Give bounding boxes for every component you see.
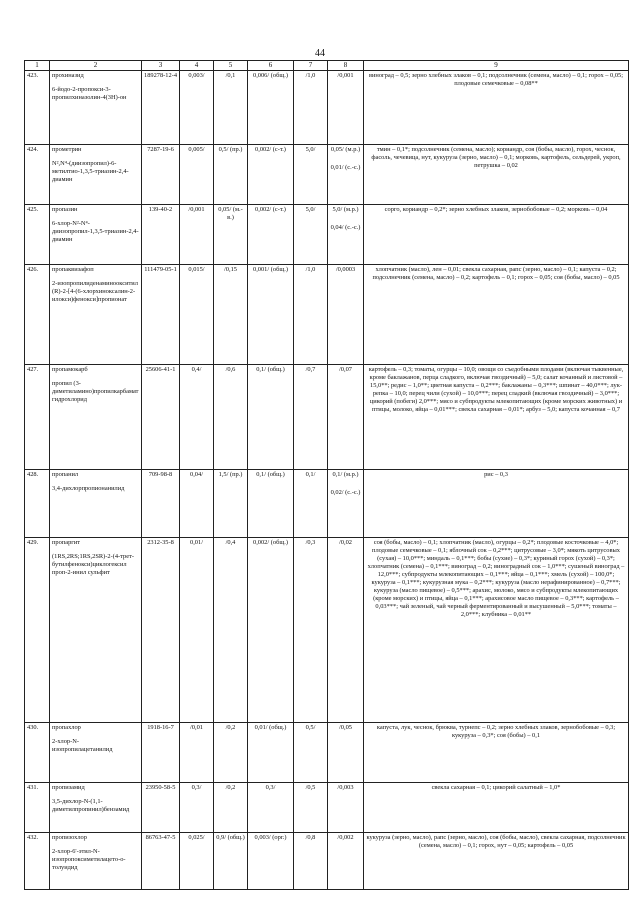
col-header-8: 8 — [328, 61, 364, 71]
col8-cell — [328, 145, 364, 205]
substance-name: пропаргит — [52, 539, 81, 546]
mrl-values: соя (бобы, масло) – 0,1; хлопчатник (масло), огурцы – 0,2*; плодовые косточковые – 4,0*; плодовые семечковые – 0,1; яблочный сок – 0,2***; цитрусовые – 3,0*; мякоть цитрусовых (сухая) – 10,0***; миндаль – 0,1***; бобы (сухие) – 0,3*; куриный горох (сухой) – 0,3*; хлопчатник (семена) – 0,1***; виноград – 0,2; виноградный сок – 1,0***; сушеный виноград – 12,0***; субпродукты млекопитающих – 0,1***; яйца – 0,1***; хмель (сухой) – 100,0*; кукуруза – 0,1***; кукурузная мука – 0,2***; кукуруза (масло нерафинированное) – 0,7***; кукуруза (масло пищевое) – 0,5***; арахис, молоко, мясо и субпродукты млекопитающих (кроме морских) и птицы, яйца – 0,1***; арахисовое масло пищевое – 0,3***; картофель – 0,03***; чай зеленый, чай черный ферментированный и высушенный – 5,0***; томаты – 2,0***; клубника – 0,01** — [364, 538, 629, 723]
chemical-name: пропил (3-диметиламино)пропилкарбамат гидрохлорид — [52, 380, 139, 403]
page-number: 44 — [315, 48, 325, 59]
row-number: 430. — [25, 723, 50, 783]
col8-cell — [328, 723, 364, 783]
substance-name: пропанил — [52, 471, 79, 478]
substance-cell — [50, 145, 142, 205]
chemical-name: 6-хлор-N²-N⁴-диизопропил-1,3,5-триазин-2,4-диамин — [52, 220, 139, 243]
col-header-1: 1 — [25, 61, 50, 71]
col8-secondary-value: 0,01/ (с.-с.) — [330, 164, 361, 171]
col8-cell — [328, 783, 364, 833]
col4-value: 0,04/ — [180, 470, 214, 538]
substance-name: пропамокарб — [52, 366, 88, 373]
col8-value: /0,003 — [337, 784, 354, 791]
col7-value: /0,5 — [294, 783, 328, 833]
chemical-name: (1RS,2RS;1RS,2SR)-2-(4-трет-бутилфенокси)циклогексил проп-2-инил сульфит — [52, 553, 135, 576]
mrl-values: виноград – 0,5; зерно хлебных злаков – 0,1; подсолнечник (семена, масло) – 0,1; горох – 0,05; плодовые семечковые – 0,08** — [364, 71, 629, 145]
mrl-values: тмин – 0,1*; подсолнечник (семена, масло); кориандр, соя (бобы, масло), горох, чеснок, фасоль, чечевица, нут, кукуруза (зерно, масло) – 0,1; морковь, картофель, сельдерей, укроп, петрушка – 0,02 — [364, 145, 629, 205]
cas-number: 86763-47-5 — [142, 833, 180, 890]
row-number: 429. — [25, 538, 50, 723]
substance-name: пропаквизафоп — [52, 266, 94, 273]
col-header-6: 6 — [248, 61, 294, 71]
substance-name: прометрин — [52, 146, 82, 153]
col8-value: 0,05/ (м.р.) — [330, 146, 361, 153]
col8-cell — [328, 71, 364, 145]
table-row — [25, 71, 629, 145]
cas-number: 1918-16-7 — [142, 723, 180, 783]
col7-value: /0,3 — [294, 538, 328, 723]
col8-secondary-value: 0,04/ (с.-с.) — [330, 224, 361, 231]
col-header-3: 3 — [142, 61, 180, 71]
col-header-2: 2 — [50, 61, 142, 71]
col6-value: 0,003/ (орг.) — [248, 833, 294, 890]
col-header-9: 9 — [364, 61, 629, 71]
col8-cell — [328, 538, 364, 723]
substance-cell — [50, 71, 142, 145]
table-row — [25, 833, 629, 890]
table-row — [25, 265, 629, 365]
col6-value: 0,001/ (общ.) — [248, 265, 294, 365]
table-row — [25, 783, 629, 833]
cas-number: 2312-35-8 — [142, 538, 180, 723]
chemical-name: 2-хлор-6'-этил-N-изопропоксиметилацетo-о-толуидид — [52, 848, 126, 871]
col8-cell — [328, 205, 364, 265]
mrl-values: сорго, кориандр – 0,2*; зерно хлебных злаков, зернобобовые – 0,2; морковь – 0,04 — [364, 205, 629, 265]
col8-value: /0,05 — [339, 724, 352, 731]
col8-value: 0,1/ (м.р.) — [332, 471, 359, 478]
col4-value: 0,005/ — [180, 145, 214, 205]
col5-value: 0,9/ (общ.) — [214, 833, 248, 890]
col5-value: /0,6 — [214, 365, 248, 470]
col5-value: /0,2 — [214, 723, 248, 783]
table-row — [25, 470, 629, 538]
col8-cell — [328, 833, 364, 890]
table-row — [25, 538, 629, 723]
col6-value: 0,1/ (общ.) — [248, 365, 294, 470]
col5-value: /0,4 — [214, 538, 248, 723]
col7-value: /1,0 — [294, 71, 328, 145]
substance-cell — [50, 538, 142, 723]
col7-value: 5,0/ — [294, 145, 328, 205]
substance-cell — [50, 365, 142, 470]
col6-value: 0,002/ (общ.) — [248, 538, 294, 723]
chemical-name: 3,5-дихлор-N-(1,1-диметилпропинил)бензамид — [52, 798, 130, 813]
mrl-values: картофель – 0,3; томаты, огурцы – 10,0; овощи со съедобными плодами (включая тыквенные, кроме баклажанов, перца сладкого, включая гвоздичный) – 5,0; салат кочанный и листовой – 15,0**; редис – 1,0**; цветная капуста – 0,2***; баклажаны – 0,3***; шпинат – 40,0***; лук-репка – 10,0; перец чили (сухой) – 10,0***; перец сладкий (включая гвоздичный) – 3,0***; цикорий (побеги) 2,0***; мясо и субпродукты млекопитающих (кроме морских животных) и птицы, молоко, яйца – 0,01***; свекла сахарная – 0,01*; арбуз – 5,0; капуста кочанная – 0,7 — [364, 365, 629, 470]
chemical-name: 2-изопропилиденаминоокситил (R)-2-[4-(6-хлорхиноксалин-2-илокси)фенокси]пропионат — [52, 280, 138, 303]
cas-number: 189278-12-4 — [142, 71, 180, 145]
substance-cell — [50, 205, 142, 265]
row-number: 427. — [25, 365, 50, 470]
col5-value: 1,5/ (пр.) — [214, 470, 248, 538]
col8-value: /0,07 — [339, 366, 352, 373]
cas-number: 7287-19-6 — [142, 145, 180, 205]
substance-name: пропазин — [52, 206, 78, 213]
col7-value: /0,8 — [294, 833, 328, 890]
row-number: 426. — [25, 265, 50, 365]
substance-cell — [50, 833, 142, 890]
col8-cell — [328, 365, 364, 470]
table-row — [25, 723, 629, 783]
hygiene-standards-table — [24, 60, 629, 890]
row-number: 428. — [25, 470, 50, 538]
row-number: 425. — [25, 205, 50, 265]
col6-value: 0,1/ (общ.) — [248, 470, 294, 538]
cas-number: 139-40-2 — [142, 205, 180, 265]
mrl-values: хлопчатник (масло), лен – 0,01; свекла сахарная, рапс (зерно, масло) – 0,1; капуста – 0,2; подсолнечник (семена, масло) – 0,2; картофель – 0,1; горох – 0,05; соя (бобы, масло) – 0,05 — [364, 265, 629, 365]
substance-name: пропизамид — [52, 784, 85, 791]
col4-value: /0,001 — [180, 205, 214, 265]
col4-value: 0,015/ — [180, 265, 214, 365]
col5-value: /0,2 — [214, 783, 248, 833]
substance-cell — [50, 783, 142, 833]
col4-value: /0,01 — [180, 723, 214, 783]
col6-value: 0,002/ (с-т.) — [248, 145, 294, 205]
col6-value: 0,006/ (общ.) — [248, 71, 294, 145]
col7-value: /0,7 — [294, 365, 328, 470]
col7-value: /1,0 — [294, 265, 328, 365]
substance-cell — [50, 723, 142, 783]
mrl-values: кукуруза (зерно, масло), рапс (зерно, масло), соя (бобы, масло), свекла сахарная, подсолнечник (семена, масло) – 0,1; горох, нут – 0,05; картофель – 0,05 — [364, 833, 629, 890]
table-row — [25, 365, 629, 470]
cas-number: 23950-58-5 — [142, 783, 180, 833]
row-number: 432. — [25, 833, 50, 890]
table-row — [25, 145, 629, 205]
col8-value: 5,0/ (м.р.) — [332, 206, 359, 213]
col5-value: 0,05/ (м.-в.) — [214, 205, 248, 265]
chemical-name: 2-хлор-N-изопропилацетанилид — [52, 738, 113, 753]
mrl-values: рис – 0,3 — [364, 470, 629, 538]
substance-cell — [50, 470, 142, 538]
col7-value: 0,5/ — [294, 723, 328, 783]
col5-value: /0,1 — [214, 71, 248, 145]
cas-number: 709-98-8 — [142, 470, 180, 538]
mrl-values: свекла сахарная – 0,1; цикорий салатный – 1,0* — [364, 783, 629, 833]
col5-value: /0,15 — [214, 265, 248, 365]
col8-value: /0,001 — [337, 72, 354, 79]
col8-value: /0,002 — [337, 834, 354, 841]
row-number: 423. — [25, 71, 50, 145]
mrl-values: капуста, лук, чеснок, брюква, турнепс – 0,2; зерно хлебных злаков, зернобобовые – 0,3; кукуруза – 0,3*; соя (бобы) – 0,1 — [364, 723, 629, 783]
substance-name: прохиназид — [52, 72, 84, 79]
col8-cell — [328, 470, 364, 538]
col-header-5: 5 — [214, 61, 248, 71]
cas-number: 111479-05-1 — [142, 265, 180, 365]
substance-name: пропизохлор — [52, 834, 87, 841]
chemical-name: 6-йодо-2-пропокси-3-пропилхиназолин-4(3Н)-он — [52, 86, 127, 101]
substance-cell — [50, 265, 142, 365]
col4-value: 0,003/ — [180, 71, 214, 145]
chemical-name: N²,N⁴-(диизопропил)-6-метилтио-1,3,5-триазин-2,4-диамин — [52, 160, 129, 183]
col-header-7: 7 — [294, 61, 328, 71]
col7-value: 0,1/ — [294, 470, 328, 538]
col8-cell — [328, 265, 364, 365]
col7-value: 5,0/ — [294, 205, 328, 265]
col6-value: 0,01/ (общ.) — [248, 723, 294, 783]
cas-number: 25606-41-1 — [142, 365, 180, 470]
col4-value: 0,4/ — [180, 365, 214, 470]
col4-value: 0,025/ — [180, 833, 214, 890]
col5-value: 0,5/ (пр.) — [214, 145, 248, 205]
row-number: 431. — [25, 783, 50, 833]
substance-name: пропахлор — [52, 724, 81, 731]
col4-value: 0,01/ — [180, 538, 214, 723]
chemical-name: 3,4-дихлорпропионанилид — [52, 485, 125, 492]
col6-value: 0,002/ (с-т.) — [248, 205, 294, 265]
col4-value: 0,3/ — [180, 783, 214, 833]
col6-value: 0,3/ — [248, 783, 294, 833]
col8-value: /0,02 — [339, 539, 352, 546]
col-header-4: 4 — [180, 61, 214, 71]
header-row — [25, 61, 629, 71]
table-row — [25, 205, 629, 265]
col8-secondary-value: 0,02/ (с.-с.) — [330, 489, 361, 496]
col8-value: /0,0003 — [335, 266, 356, 273]
row-number: 424. — [25, 145, 50, 205]
